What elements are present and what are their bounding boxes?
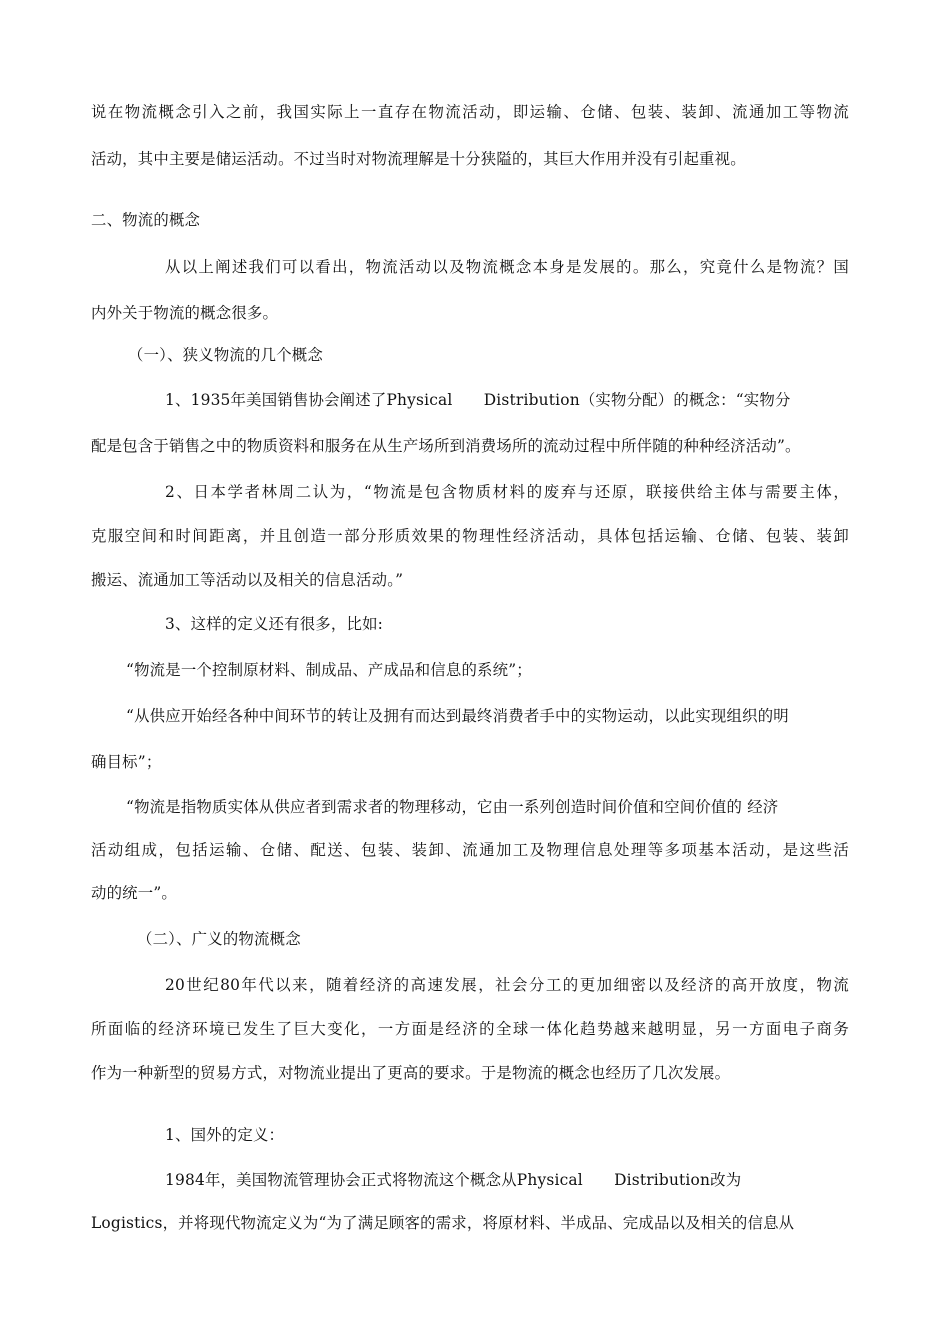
paragraph-line: 搬运、流通加工等活动以及相关的信息活动。”: [91, 571, 404, 589]
paragraph-line: 3、这样的定义还有很多，比如:: [165, 615, 384, 633]
paragraph-line: 2、日本学者林周二认为，“物流是包含物质材料的废弃与还原，联接供给主体与需要主体，: [165, 483, 849, 501]
paragraph-line: 配是包含于销售之中的物质资料和服务在从生产场所到消费场所的流动过程中所伴随的种种经济活动”。: [91, 437, 801, 455]
paragraph-line: 1、1935年美国销售协会阐述了Physical Distribution（实物分配）的概念：“实物分: [165, 391, 791, 409]
quote-line: “物流是一个控制原材料、制成品、产成品和信息的系统”；: [126, 661, 532, 679]
paragraph-line: 20世纪80年代以来，随着经济的高速发展，社会分工的更加细密以及经济的高开放度，物流: [165, 976, 849, 994]
subsection-heading: （二）、广义的物流概念: [137, 930, 301, 948]
section-heading: 二、物流的概念: [91, 211, 201, 229]
paragraph-line: 作为一种新型的贸易方式，对物流业提出了更高的要求。于是物流的概念也经历了几次发展。: [91, 1064, 731, 1082]
paragraph-line: 所面临的经济环境已发生了巨大变化，一方面是经济的全球一体化趋势越来越明显，另一方面电子商务: [91, 1020, 849, 1038]
quote-line: “从供应开始经各种中间环节的转让及拥有而达到最终消费者手中的实物运动，以此实现组织的明: [126, 707, 789, 725]
quote-line: 确目标”；: [91, 753, 162, 771]
paragraph-line: 克服空间和时间距离，并且创造一部分形质效果的物理性经济活动，具体包括运输、仓储、包装、装卸: [91, 527, 849, 545]
quote-line: 活动组成，包括运输、仓储、配送、包装、装卸、流通加工及物理信息处理等多项基本活动，是这些活: [91, 841, 849, 859]
subsection-heading: （一）、狭义物流的几个概念: [128, 346, 323, 364]
paragraph-line: 活动，其中主要是储运活动。不过当时对物流理解是十分狭隘的，其巨大作用并没有引起重视。: [91, 150, 746, 168]
paragraph-line: 1984年，美国物流管理协会正式将物流这个概念从Physical Distribution改为: [165, 1171, 742, 1189]
paragraph-line: 内外关于物流的概念很多。: [91, 304, 279, 322]
quote-line: 动的统一”。: [91, 884, 178, 902]
paragraph-line: 说在物流概念引入之前，我国实际上一直存在物流活动，即运输、仓储、包装、装卸、流通加工等物流: [91, 103, 849, 121]
paragraph-line: 从以上阐述我们可以看出，物流活动以及物流概念本身是发展的。那么，究竟什么是物流？国: [165, 258, 849, 276]
paragraph-line: Logistics，并将现代物流定义为“为了满足顾客的需求，将原材料、半成品、完成品以及相关的信息从: [91, 1214, 795, 1232]
subsection-heading: 1、国外的定义：: [165, 1126, 285, 1144]
quote-line: “物流是指物质实体从供应者到需求者的物理移动，它由一系列创造时间价值和空间价值的 经济: [126, 798, 779, 816]
